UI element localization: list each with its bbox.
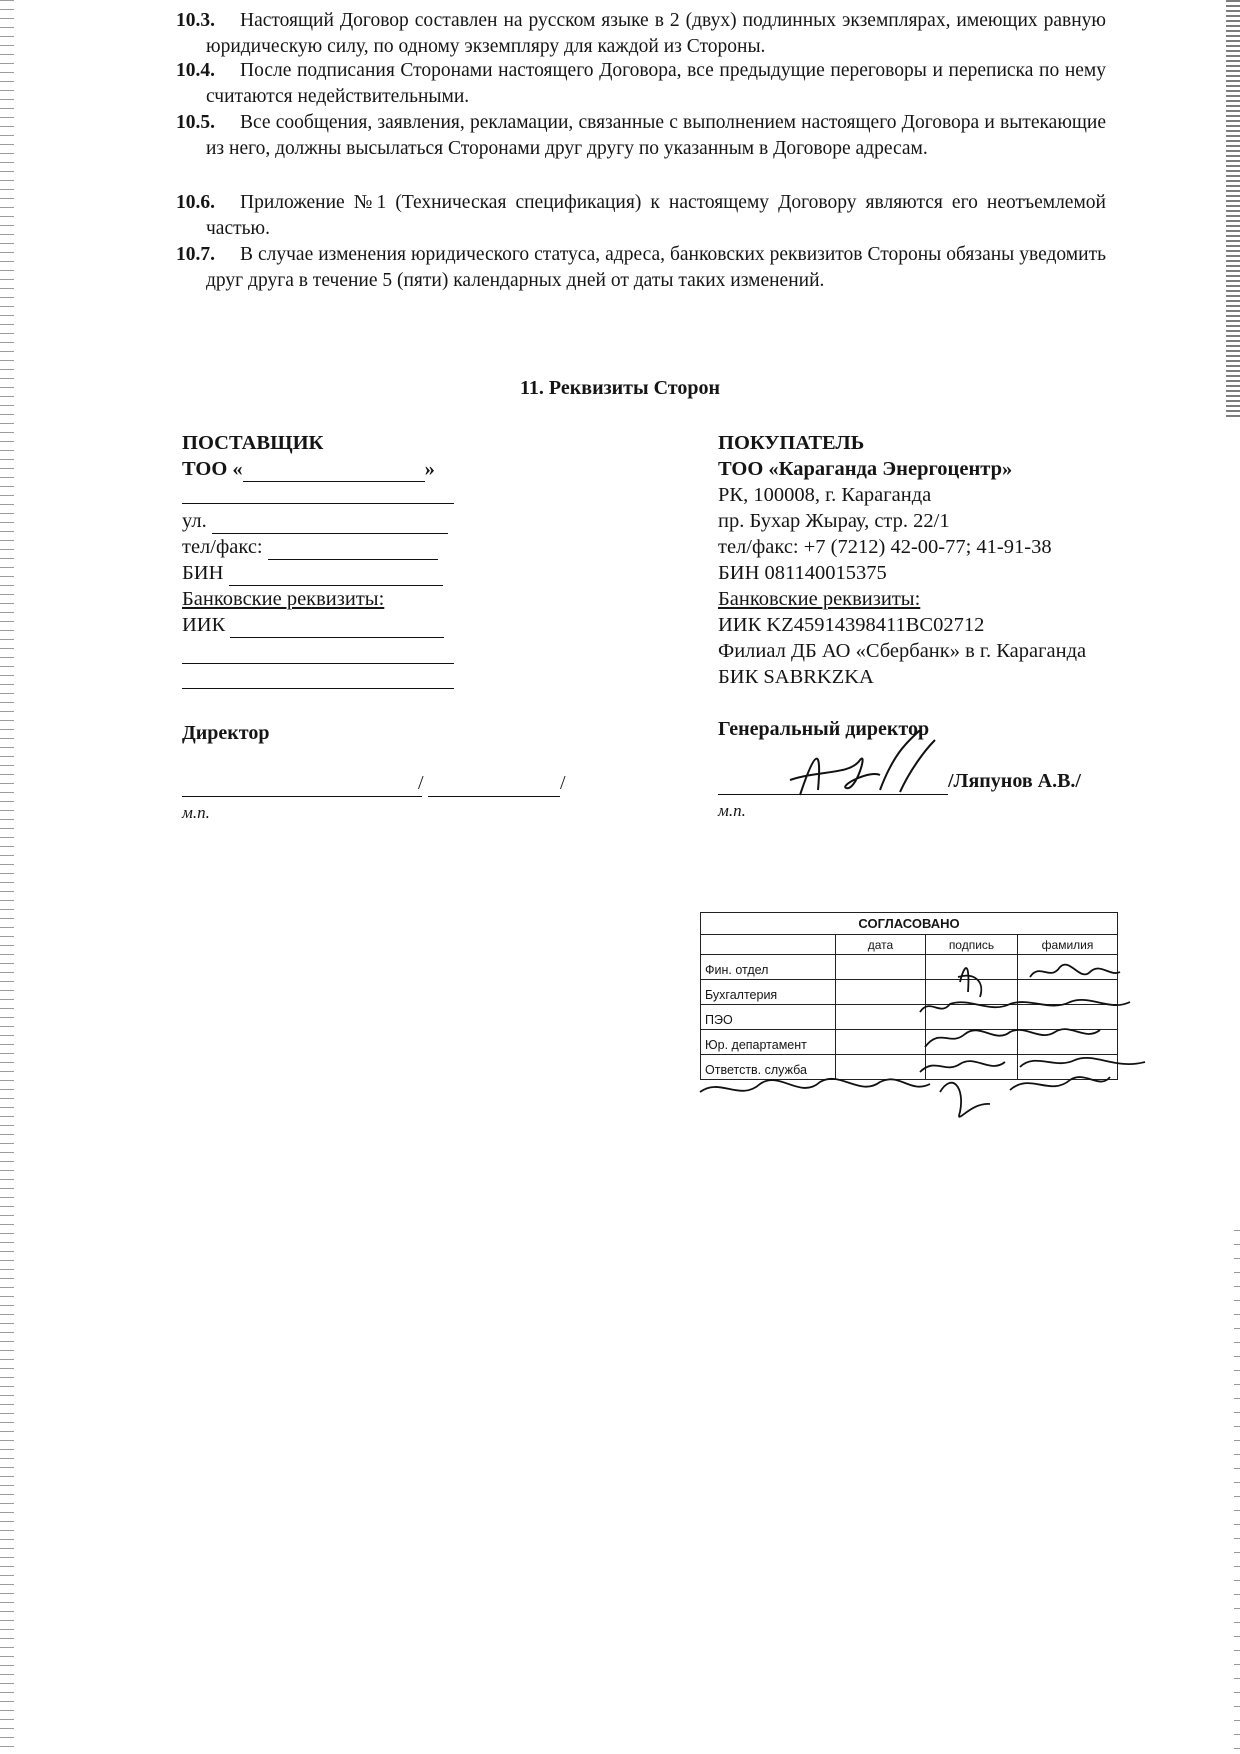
approval-row: Юр. департамент (701, 1030, 1118, 1055)
clause-number: 10.6. (176, 192, 215, 213)
supplier-bin-blank[interactable] (229, 566, 443, 586)
clause-10-6 (176, 190, 1106, 242)
supplier-blank-line[interactable] (182, 663, 454, 664)
buyer-branch: Филиал ДБ АО «Сбербанк» в г. Караганда (718, 640, 1087, 662)
clause-text: Приложение №1 (Техническая спецификация) к настоящему Договору являются его неотъемлемой частью. (206, 192, 1106, 239)
clause-text: После подписания Сторонами настоящего Договора, все предыдущие переговоры и переписка по нему считаются недействительными. (206, 60, 1106, 107)
clause-text: Все сообщения, заявления, рекламации, связанные с выполнением настоящего Договора и вытекающие из него, должны высылаться Сторонами друг другу по указанным в Договоре адресам. (206, 112, 1106, 159)
buyer-address-line2: пр. Бухар Жырау, стр. 22/1 (718, 510, 950, 532)
clause-10-4 (176, 58, 1106, 110)
supplier-iik: ИИК (182, 612, 482, 638)
supplier-bin: БИН (182, 560, 482, 586)
clause-number: 10.4. (176, 60, 215, 81)
buyer-phone: тел/факс: +7 (7212) 42-00-77; 41-91-38 (718, 536, 1052, 558)
signature-separator: / (560, 772, 566, 794)
approval-row: ПЭО (701, 1005, 1118, 1030)
supplier-company-blank[interactable] (243, 462, 425, 482)
buyer-iik: ИИК KZ45914398411BC02712 (718, 614, 985, 636)
clause-10-3 (176, 8, 1106, 60)
scan-barcode-edge (1226, 0, 1240, 420)
approval-header-date: дата (836, 935, 926, 955)
scan-edge-left (0, 0, 14, 1754)
supplier-phone-blank[interactable] (268, 540, 438, 560)
supplier-phone: тел/факс: (182, 534, 482, 560)
supplier-block (182, 430, 482, 482)
clause-10-5 (176, 110, 1106, 162)
supplier-bank-label: Банковские реквизиты: (182, 588, 385, 610)
clause-10-7 (176, 242, 1106, 294)
buyer-address-line1: РК, 100008, г. Караганда (718, 484, 932, 506)
buyer-bin: БИН 081140015375 (718, 562, 887, 584)
supplier-seal-place: м.п. (182, 803, 210, 822)
approval-title: СОГЛАСОВАНО (701, 913, 1118, 935)
buyer-bik: БИК SABRKZKA (718, 666, 874, 688)
clause-number: 10.3. (176, 10, 215, 31)
buyer-heading: ПОКУПАТЕЛЬ (718, 432, 865, 454)
supplier-heading: ПОСТАВЩИК (182, 432, 324, 454)
supplier-company: ТОО « » (182, 458, 435, 480)
approval-row: Ответств. служба (701, 1055, 1118, 1080)
scan-edge-right (1234, 1230, 1240, 1754)
clause-text: В случае изменения юридического статуса, адреса, банковских реквизитов Стороны обязаны уведомить друг друга в течение 5 (пяти) календарных дней от даты таких изменений. (206, 244, 1106, 291)
buyer-role: Генеральный директор (718, 718, 930, 740)
approval-header-surname: фамилия (1018, 935, 1118, 955)
approval-row: Фин. отдел (701, 955, 1118, 980)
buyer-seal-place: м.п. (718, 801, 746, 820)
clause-text: Настоящий Договор составлен на русском языке в 2 (двух) подлинных экземплярах, имеющих равную юридическую силу, по одному экземпляру для каждой из Стороны. (206, 10, 1106, 57)
supplier-details (182, 508, 482, 638)
approval-table (700, 912, 1118, 1080)
section-title: 11. Реквизиты Сторон (520, 377, 720, 399)
supplier-signature-line[interactable] (182, 796, 422, 797)
supplier-street: ул. (182, 508, 482, 534)
buyer-company: ТОО «Караганда Энергоцентр» (718, 458, 1013, 480)
buyer-block (718, 430, 1138, 690)
approval-stamp (700, 912, 1120, 1102)
clause-number: 10.5. (176, 112, 215, 133)
supplier-blank-line[interactable] (182, 688, 454, 689)
supplier-street-blank[interactable] (212, 514, 448, 534)
supplier-role: Директор (182, 722, 270, 744)
buyer-signatory: /Ляпунов А.В./ (948, 770, 1081, 792)
supplier-blank-line[interactable] (182, 503, 454, 504)
clause-number: 10.7. (176, 244, 215, 265)
approval-header-blank (701, 935, 836, 955)
buyer-bank-label: Банковские реквизиты: (718, 588, 921, 610)
director-signature (760, 730, 970, 810)
supplier-name-line[interactable] (428, 796, 560, 797)
approval-header-signature: подпись (926, 935, 1018, 955)
signature-separator: / (418, 772, 424, 794)
supplier-iik-blank[interactable] (230, 618, 444, 638)
approval-row: Бухгалтерия (701, 980, 1118, 1005)
